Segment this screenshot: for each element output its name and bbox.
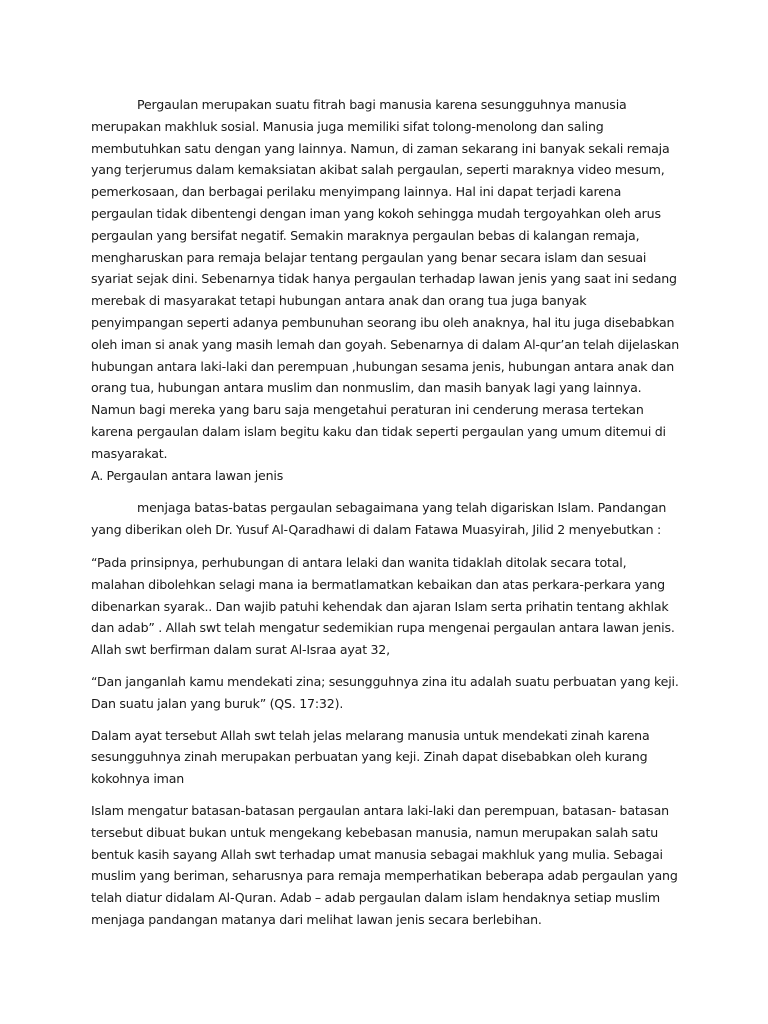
paragraph-batas: menjaga batas-batas pergaulan sebagaimana yang telah digariskan Islam. Pandangan yang diberikan oleh Dr. Yusuf Al-Qaradhawi di dalam Fatawa Muasyirah, Jilid 2 menyebutkan : [91, 500, 667, 538]
section-heading-a: A. Pergaulan antara lawan jenis [91, 467, 284, 483]
paragraph-quote-ayat: “Dan janganlah kamu mendekati zina; sesungguhnya zina itu adalah suatu perbuatan yang keji. Dan suatu jalan yang buruk” (QS. 17:32). [91, 673, 679, 711]
paragraph-islam-mengatur: Islam mengatur batasan-batasan pergaulan antara laki-laki dan perempuan, batasan- batasan tersebut dibuat bukan untuk mengekang kebebasan manusia, namun merupakan salah satu bentuk kasih sayang Allah swt terhadap umat manusia sebagai makhluk yang mulia. Sebagai muslim yang beriman, seharusnya para remaja memperhatikan beberapa adab pergaulan yang telah diatur didalam Al-Quran. Adab – adab pergaulan dalam islam hendaknya setiap muslim menjaga pandangan matanya dari melihat lawan jenis secara berlebihan. [91, 802, 678, 927]
paragraph-ayat-explain: Dalam ayat tersebut Allah swt telah jelas melarang manusia untuk mendekati zinah karena sesungguhnya zinah merupakan perbuatan yang keji. Zinah dapat disebabkan oleh kurang kokohnya iman [91, 727, 650, 787]
paragraph-intro: Pergaulan merupakan suatu fitrah bagi manusia karena sesungguhnya manusia merupakan makhluk sosial. Manusia juga memiliki sifat tolong-menolong dan saling membutuhkan satu dengan yang lainnya. Namun, di zaman sekarang ini banyak sekali remaja yang terjerumus dalam kemaksiatan akibat salah pergaulan, seperti maraknya video mesum, pemerkosaan, dan berbagai perilaku menyimpang lainnya. Hal ini dapat terjadi karena pergaulan tidak dibentengi dengan iman yang kokoh sehingga mudah tergoyahkan oleh arus pergaulan yang bersifat negatif. Semakin maraknya pergaulan bebas di kalangan remaja, mengharuskan para remaja belajar tentang pergaulan yang benar secara islam dan sesuai syariat sejak dini. Sebenarnya tidak hanya pergaulan terhadap lawan jenis yang saat ini sedang merebak di masyarakat tetapi hubungan antara anak dan orang tua juga banyak penyimpangan seperti adanya pembunuhan seorang ibu oleh anaknya, hal itu juga disebabkan oleh iman si anak yang masih lemah dan goyah. Sebenarnya di dalam Al-qur’an telah dijelaskan hubungan antara laki-laki dan perempuan ,hubungan sesama jenis, hubungan antara anak dan orang tua, hubungan antara muslim dan nonmuslim, dan masih banyak lagi yang lainnya. Namun bagi mereka yang baru saja mengetahui peraturan ini cenderung merasa tertekan karena pergaulan dalam islam begitu kaku dan tidak seperti pergaulan yang umum ditemui di masyarakat. [91, 97, 680, 461]
document-page [91, 94, 681, 931]
paragraph-quote-qaradhawi: “Pada prinsipnya, perhubungan di antara lelaki dan wanita tidaklah ditolak secara total, malahan dibolehkan selagi mana ia bermatlamatkan kebaikan dan atas perkara-perkara yang dibenarkan syarak.. Dan wajib patuhi kehendak dan ajaran Islam serta prihatin tentang akhlak dan adab” . Allah swt telah mengatur sedemikian rupa mengenai pergaulan antara lawan jenis. Allah swt berfirman dalam surat Al-Israa ayat 32, [91, 554, 675, 658]
